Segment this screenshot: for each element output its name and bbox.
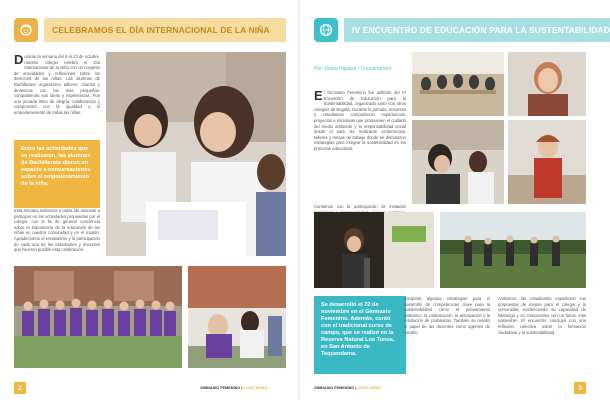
- right-footer-text: GIMNASIO FEMENINO: [314, 386, 355, 390]
- left-pull-quote-text: Entre las actividades que se realizaron, las alumnas de Bachillerato dieron un espacio a conversaciones sobre el empoderamiento de la niña.: [21, 146, 91, 187]
- speaker-portrait-photo: [508, 52, 586, 116]
- students-group-photo: [14, 266, 182, 368]
- right-bottom-col3-content: Asimismo, las estudiantes expusieron sus propuestas de mejora para el colegio y la comunidad, evidenciando su capacidad de liderazgo y su compromiso con un futuro más sostenible. El encuentro concluyó con una reflexión colectiva sobre la formación ciudadana y la sustentabilidad.: [498, 296, 586, 335]
- left-header-band: [44, 18, 286, 42]
- left-footer: [14, 382, 26, 394]
- article-byline: [314, 66, 394, 72]
- students-classroom-photo: [106, 52, 286, 256]
- left-footer-text: GIMNASIO FEMENINO: [200, 386, 241, 390]
- right-page-title: IV ENCUENTRO DE EDUCACIÓN PARA LA SUSTENTABILIDAD: [352, 25, 610, 35]
- right-header-band: [344, 18, 610, 42]
- left-intro-body: urante la semana del 9 al 13 de octubre, nuestro colegio celebró el Día Internacional de la Niña con un conjunto de actividades y reflexiones sobre los derechos de las niñas. Las alumnas de Bachillerato organizaron talleres, charlas y dinámicas con las más pequeñas, compartiendo sus ideas y experiencias. Fue una jornada llena de alegría, colaboración y compromiso con la igualdad y el empoderamiento de todas las niñas.: [14, 54, 100, 115]
- right-bottom-col3-text: [498, 296, 586, 366]
- right-bottom-col2-content: compartir algunas estrategias para el desarrollo de competencias clave para la sustentabilidad como el pensamiento sistémico, la colaboración, la anticipación y la resolución de problemas. También se resaltó el papel de las docentes como agentes de cambio.: [404, 296, 490, 335]
- girl-face-icon: [14, 18, 38, 42]
- teachers-circle-photo: [412, 52, 504, 116]
- right-bottom-col2-text: [404, 296, 490, 366]
- podium-speaker-photo: [314, 212, 434, 288]
- left-body-text-2: [14, 208, 100, 260]
- left-dropcap: D: [14, 52, 24, 67]
- right-footer-brand: GIMNASIO FEMENINO | LOGO NEWS: [314, 386, 382, 390]
- left-intro-text: [14, 54, 100, 144]
- right-page-number: 3: [574, 382, 586, 394]
- left-body-text-2-content: Esta semana invitamos a todas las alumnas a participar en las actividades propuestas por el colegio, con el fin de generar conciencia sobre la importancia de la educación de las niñas en nuestra comunidad y en el mundo. Agradecemos el entusiasmo y la participación de cada una de las estudiantes y docentes que hicieron posible esta celebración.: [14, 208, 100, 253]
- right-col1-body: l Gimnasio Femenino fue anfitrión del IV Encuentro de Educación para la Sustentabilidad, organizado junto con otros colegios de Bogotá. Durante la jornada, docentes y estudiantes compartieron experiencias, proyectos e iniciativas que promueven el cuidado del medio ambiente y la responsabilidad social desde el aula. Se realizaron conferencias, talleres y mesas de trabajo donde se discutieron estrategias para integrar la sostenibilidad en los procesos educativos.: [314, 90, 406, 151]
- left-footer-brand: GIMNASIO FEMENINO | LOGO NEWS: [200, 386, 268, 390]
- right-dropcap: E: [314, 88, 323, 103]
- right-footer: [574, 382, 586, 394]
- outdoor-field-trip-photo: [440, 212, 586, 288]
- right-col1-text-2-content: Contamos con la participación de invitados: [314, 204, 406, 209]
- right-footer-accent: LOGO NEWS: [357, 386, 382, 390]
- left-pull-quote: [14, 140, 100, 208]
- globe-icon: [314, 18, 338, 42]
- presenter-photo: [508, 120, 586, 204]
- article-byline-text: Por: Diana Higuera / Coordinadora: [314, 66, 391, 72]
- left-page-number: 2: [14, 382, 26, 394]
- left-page-header: [14, 16, 286, 44]
- left-page-title: CELEBRAMOS EL DÍA INTERNACIONAL DE LA NIÑA: [52, 25, 270, 35]
- right-page: [300, 0, 610, 400]
- students-sitting-photo: [188, 266, 286, 368]
- left-footer-accent: LOGO NEWS: [243, 386, 268, 390]
- right-pull-quote-text: Se desarrolló el 22 de noviembre en el Gimnasio Femenino. Además, contó con el tradicional curso de campo, que se realizó en la Reserva Natural Los Tunos, en San Antonio de Tequendama.: [321, 302, 395, 357]
- right-col1-text: [314, 90, 406, 202]
- right-page-header: [314, 16, 610, 44]
- workshop-participants-photo: [412, 120, 504, 204]
- right-pull-quote: [314, 296, 406, 374]
- left-page: [0, 0, 300, 400]
